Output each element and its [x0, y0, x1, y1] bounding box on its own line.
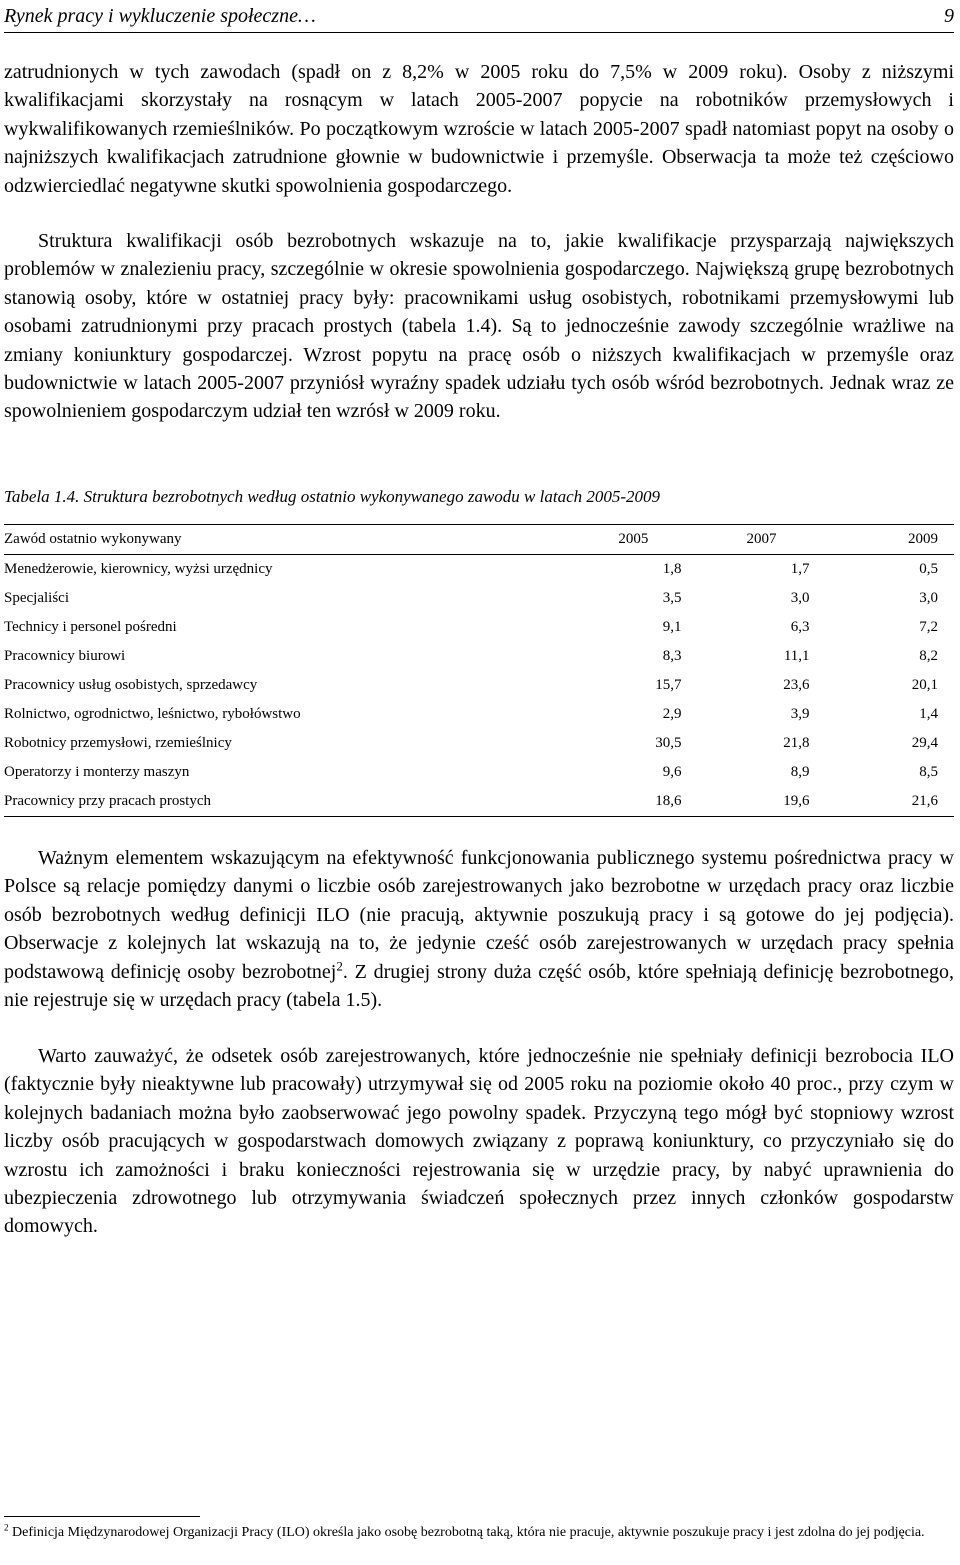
- table-cell-2009: 3,0: [919, 590, 938, 606]
- table-row: [4, 671, 954, 700]
- table-cell-2009: 29,4: [911, 735, 938, 751]
- table-caption: Tabela 1.4. Struktura bezrobotnych według ostatnio wykonywanego zawodu w latach 2005-2009: [4, 487, 661, 506]
- table-row: [4, 758, 954, 787]
- table-cell-occupation: Menedżerowie, kierownicy, wyżsi urzędnicy: [4, 561, 273, 577]
- table-cell-2009: 7,2: [919, 619, 938, 635]
- table-cell-2005: 8,3: [662, 648, 682, 664]
- paragraph-3-text-a: Ważnym elementem wskazującym na efektywność funkcjonowania publicznego systemu pośrednictwa pracy w Polsce są relacje pomiędzy danymi o liczbie osób zarejestrowanych jako bezrobotne w urzędach pracy oraz liczbie osób bezrobotnych według definicji ILO (nie pracują, aktywnie poszukują pracy i są gotowe do jej podjęcia). Obserwacje z kolejnych lat wskazują na to, że jedynie cześć osób zarejestrowanych w urzędach pracy spełnia podstawową definicję osoby bezrobotnej: [4, 847, 954, 983]
- table-row: [4, 700, 954, 729]
- footnote: [4, 1524, 954, 1542]
- table-cell-2005: 1,8: [662, 561, 682, 577]
- running-header: [4, 2, 954, 33]
- table-row: [4, 729, 954, 758]
- table-cell-2005: 2,9: [662, 706, 682, 722]
- table-cell-2007: 8,9: [790, 764, 810, 780]
- running-header-title: Rynek pracy i wykluczenie społeczne…: [4, 5, 316, 27]
- table-header-occupation: Zawód ostatnio wykonywany: [4, 525, 569, 555]
- table-cell-2005: 18,6: [569, 787, 697, 817]
- table-cell-occupation: Pracownicy biurowi: [4, 648, 126, 664]
- table-cell-occupation: Pracownicy usług osobistych, sprzedawcy: [4, 677, 258, 693]
- footnote-separator: [4, 1516, 200, 1517]
- table-cell-2007: 23,6: [783, 677, 810, 693]
- table-cell-2007: 3,0: [790, 590, 810, 606]
- table-cell-occupation: Robotnicy przemysłowi, rzemieślnicy: [4, 735, 232, 751]
- table-cell-occupation: Rolnictwo, ogrodnictwo, leśnictwo, rybołówstwo: [4, 706, 301, 722]
- paragraph-1: zatrudnionych w tych zawodach (spadł on z 8,2% w 2005 roku do 7,5% w 2009 roku). Osoby z niższymi kwalifikacjami skorzystały na rosnącym w latach 2005-2007 popycie na robotników przemysłowych i wykwalifikowanych rzemieślników. Po początkowym wzroście w latach 2005-2007 spadł natomiast popyt na osoby o najniższych kwalifikacjach zatrudnione głownie w budownictwie i przemyśle. Obserwacja ta może też częściowo odzwierciedlać negatywne skutki spowolnienia gospodarczego.: [4, 61, 954, 197]
- table-cell-occupation: Operatorzy i monterzy maszyn: [4, 764, 190, 780]
- table-cell-2005: 9,1: [662, 619, 682, 635]
- table-cell-occupation: Specjaliści: [4, 590, 69, 606]
- table-row: [4, 787, 954, 817]
- table-cell-occupation: Technicy i personel pośredni: [4, 619, 177, 635]
- paragraph-2: Struktura kwalifikacji osób bezrobotnych wskazuje na to, jakie kwalifikacje przysparzają największych problemów w znalezieniu pracy, szczególnie w okresie spowolnienia gospodarczego. Największą grupę bezrobotnych stanowią osoby, które w ostatniej pracy były: pracownikami usług osobistych, robotnikami przemysłowymi lub osobami zatrudnionymi przy pracach prostych (tabela 1.4). Są to jednocześnie zawody szczególnie wrażliwe na zmiany koniunktury gospodarczej. Wzrost popytu na pracę osób o niższych kwalifikacjach w przemyśle oraz budownictwie w latach 2005-2007 przyniósł wyraźny spadek udziału tych osób wśród bezrobotnych. Jednak wraz ze spowolnieniem gospodarczym udział ten wzrósł w 2009 roku.: [4, 230, 954, 423]
- table-cell-2005: 3,5: [662, 590, 682, 606]
- paragraph-3-text-b: . Z drugiej strony duża część osób, które spełniają definicję bezrobotnego, nie rejestruje się w urzędach pracy (tabela 1.5).: [4, 960, 954, 1012]
- table-header-2009: 2009: [826, 525, 954, 555]
- table-row: [4, 642, 954, 671]
- table-cell-2005: 15,7: [655, 677, 682, 693]
- table-row: [4, 584, 954, 613]
- table-cell-occupation: Pracownicy przy pracach prostych: [4, 787, 569, 817]
- table-cell-2007: 3,9: [790, 706, 810, 722]
- table-cell-2005: 9,6: [662, 764, 682, 780]
- table-cell-2009: 21,6: [826, 787, 954, 817]
- table-cell-2009: 8,5: [919, 764, 938, 780]
- table-cell-2007: 6,3: [790, 619, 810, 635]
- table-row: [4, 613, 954, 642]
- table-cell-2007: 11,1: [783, 648, 810, 664]
- table-cell-2009: 20,1: [911, 677, 938, 693]
- table-header-2005: 2005: [569, 525, 697, 555]
- table-header-row: [4, 525, 954, 555]
- footnote-marker: 2: [4, 1522, 9, 1533]
- table-header-2007: 2007: [697, 525, 825, 555]
- table-cell-2009: 0,5: [919, 561, 938, 577]
- paragraph-3: [4, 844, 954, 1014]
- table-cell-2009: 8,2: [919, 648, 938, 664]
- paragraph-4: Warto zauważyć, że odsetek osób zarejestrowanych, które jednocześnie nie spełniały definicji bezrobocia ILO (faktycznie były nieaktywne lub pracowały) utrzymywał się od 2005 roku na poziomie około 40 proc., przy czym w kolejnych badaniach można było zaobserwować jego powolny spadek. Przyczyną tego mógł być stopniowy wzrost liczby osób pracujących w gospodarstwach domowych związany z poprawą koniunktury, co przyczyniało się do wzrostu ich zamożności i braku konieczności rejestrowania się w urzędzie pracy, by nabyć uprawnienia do ubezpieczenia zdrowotnego lub otrzymywania świadczeń społecznych przez innych członków gospodarstw domowych.: [4, 1045, 954, 1238]
- unemployed-structure-table: [4, 524, 954, 817]
- page-number: 9: [944, 5, 954, 27]
- table-row: [4, 555, 954, 585]
- table-cell-2009: 1,4: [919, 706, 938, 722]
- table-cell-2007: 21,8: [783, 735, 810, 751]
- table-cell-2007: 1,7: [790, 561, 810, 577]
- footnote-reference[interactable]: 2: [336, 957, 343, 973]
- footnote-text: Definicja Międzynarodowej Organizacji Pracy (ILO) określa jako osobę bezrobotną taką, która nie pracuje, aktywnie poszukuje pracy i jest zdolna do jej podjęcia.: [8, 1525, 925, 1540]
- table-cell-2007: 19,6: [697, 787, 825, 817]
- table-cell-2005: 30,5: [655, 735, 682, 751]
